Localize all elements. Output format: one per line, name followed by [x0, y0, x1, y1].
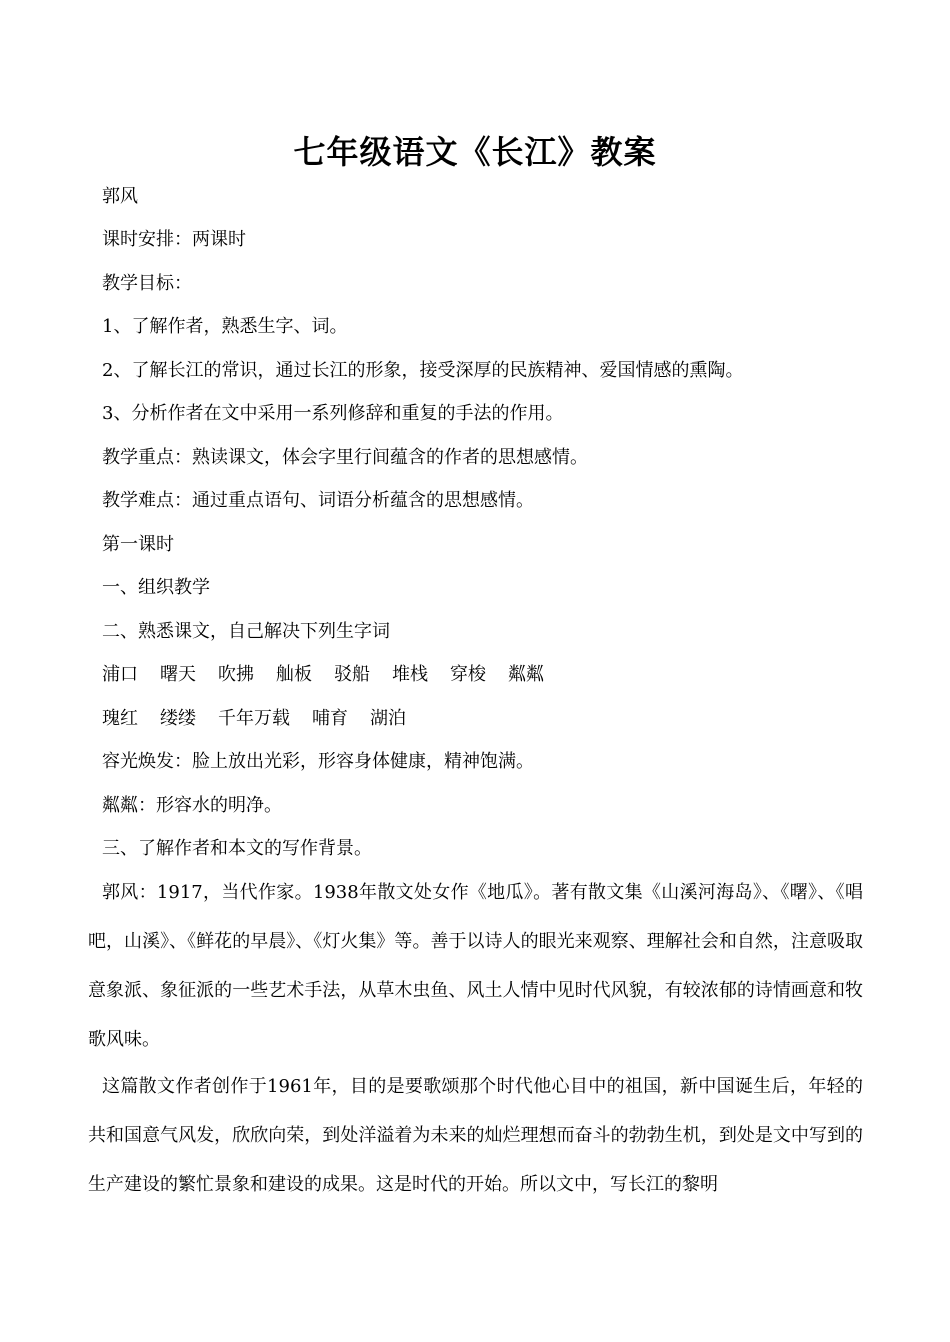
objective-item: 2、了解长江的常识，通过长江的形象，接受深厚的民族精神、爱国情感的熏陶。: [102, 360, 744, 381]
definition-line: 粼粼：形容水的明净。: [102, 795, 282, 816]
objectives-heading: 教学目标：: [102, 273, 192, 294]
schedule-line: 课时安排：两课时: [102, 229, 246, 250]
vocab-word: 舢板: [276, 664, 312, 685]
vocab-word: 曙天: [160, 664, 196, 685]
vocab-word: 湖泊: [370, 708, 406, 729]
vocab-word: 千年万载: [218, 708, 290, 729]
vocab-word: 吹拂: [218, 664, 254, 685]
vocab-word: 驳船: [334, 664, 370, 685]
author-bio-paragraph: 郭风：1917，当代作家。1938年散文处女作《地瓜》。著有散文集《山溪河海岛》、《曙》、《唱吧，山溪》、《鲜花的早晨》、《灯火集》等。善于以诗人的眼光来观察、理解社会和自然，注意吸取意象派、象征派的一些艺术手法，从草木虫鱼、风土人情中见时代风貌，有较浓郁的诗情画意和牧歌风味。: [88, 882, 863, 1050]
vocab-word: 哺育: [312, 708, 348, 729]
objective-item: 3、分析作者在文中采用一系列修辞和重复的手法的作用。: [102, 403, 564, 424]
lesson-heading: 第一课时: [102, 534, 174, 555]
objective-item: 1、了解作者，熟悉生字、词。: [102, 316, 348, 337]
author-line: 郭风: [102, 186, 138, 207]
vocab-row: [102, 663, 566, 687]
definition-line: 容光焕发：脸上放出光彩，形容身体健康，精神饱满。: [102, 751, 534, 772]
vocab-word: 瑰红: [102, 708, 138, 729]
key-point-line: 教学重点：熟读课文，体会字里行间蕴含的作者的思想感情。: [102, 447, 588, 468]
step-heading: 二、熟悉课文，自己解决下列生字词: [102, 621, 390, 642]
difficulty-line: 教学难点：通过重点语句、词语分析蕴含的思想感情。: [102, 490, 534, 511]
document-title: 七年级语文《长江》教案: [293, 133, 657, 171]
background-paragraph: 这篇散文作者创作于1961年，目的是要歌颂那个时代他心目中的祖国，新中国诞生后，年轻的共和国意气风发，欣欣向荣，到处洋溢着为未来的灿烂理想而奋斗的勃勃生机，到处是文中写到的生产建设的繁忙景象和建设的成果。这是时代的开始。所以文中，写长江的黎明: [88, 1076, 863, 1195]
vocab-word: 堆栈: [392, 664, 428, 685]
step-heading: 一、组织教学: [102, 577, 210, 598]
vocab-word: 缕缕: [160, 708, 196, 729]
vocab-word: 浦口: [102, 664, 138, 685]
step-heading: 三、了解作者和本文的写作背景。: [102, 838, 372, 859]
vocab-row: [102, 707, 428, 731]
vocab-word: 粼粼: [508, 664, 544, 685]
vocab-word: 穿梭: [450, 664, 486, 685]
